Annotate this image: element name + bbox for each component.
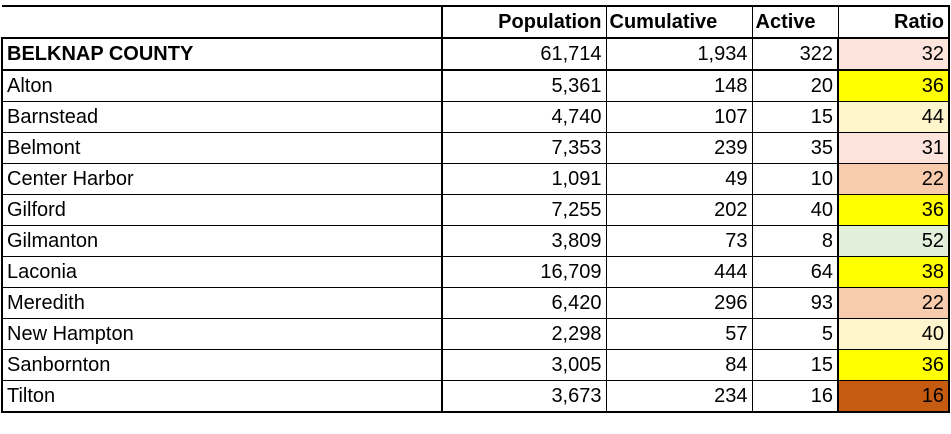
- town-population: 3,809: [442, 226, 606, 257]
- table-row: [2, 133, 949, 164]
- town-active: 15: [752, 102, 838, 133]
- town-active: 20: [752, 70, 838, 102]
- county-cumulative: 1,934: [606, 38, 752, 70]
- town-ratio: 38: [838, 257, 949, 288]
- town-cumulative: 49: [606, 164, 752, 195]
- town-cumulative: 84: [606, 350, 752, 381]
- town-name: Tilton: [2, 381, 442, 413]
- town-population: 4,740: [442, 102, 606, 133]
- table-row: [2, 226, 949, 257]
- town-name: Sanbornton: [2, 350, 442, 381]
- town-active: 35: [752, 133, 838, 164]
- town-ratio: 36: [838, 70, 949, 102]
- town-active: 10: [752, 164, 838, 195]
- town-name: Barnstead: [2, 102, 442, 133]
- county-population: 61,714: [442, 38, 606, 70]
- town-ratio: 16: [838, 381, 949, 413]
- table-row: [2, 288, 949, 319]
- town-name: Laconia: [2, 257, 442, 288]
- town-ratio: 36: [838, 350, 949, 381]
- town-population: 5,361: [442, 70, 606, 102]
- county-row: [2, 38, 949, 70]
- town-active: 8: [752, 226, 838, 257]
- town-population: 2,298: [442, 319, 606, 350]
- town-population: 1,091: [442, 164, 606, 195]
- town-name: Alton: [2, 70, 442, 102]
- table-row: [2, 381, 949, 413]
- town-cumulative: 202: [606, 195, 752, 226]
- table-row: [2, 164, 949, 195]
- town-name: Center Harbor: [2, 164, 442, 195]
- town-active: 64: [752, 257, 838, 288]
- table-row: [2, 350, 949, 381]
- town-cumulative: 107: [606, 102, 752, 133]
- county-active: 322: [752, 38, 838, 70]
- table-row: [2, 257, 949, 288]
- covid-town-table: [1, 5, 950, 413]
- town-ratio: 52: [838, 226, 949, 257]
- header-corner: [2, 6, 442, 38]
- table-row: [2, 195, 949, 226]
- town-name: Belmont: [2, 133, 442, 164]
- town-name: Gilmanton: [2, 226, 442, 257]
- header-active: Active: [752, 6, 838, 38]
- town-population: 3,005: [442, 350, 606, 381]
- town-population: 16,709: [442, 257, 606, 288]
- header-row: [2, 6, 949, 38]
- town-population: 3,673: [442, 381, 606, 413]
- header-ratio: Ratio: [838, 6, 949, 38]
- town-population: 6,420: [442, 288, 606, 319]
- town-cumulative: 148: [606, 70, 752, 102]
- town-ratio: 31: [838, 133, 949, 164]
- town-ratio: 22: [838, 164, 949, 195]
- town-name: Gilford: [2, 195, 442, 226]
- town-population: 7,353: [442, 133, 606, 164]
- town-cumulative: 73: [606, 226, 752, 257]
- header-population: Population: [442, 6, 606, 38]
- town-active: 16: [752, 381, 838, 413]
- table-row: [2, 102, 949, 133]
- town-active: 93: [752, 288, 838, 319]
- town-cumulative: 239: [606, 133, 752, 164]
- town-active: 40: [752, 195, 838, 226]
- county-ratio: 32: [838, 38, 949, 70]
- town-cumulative: 57: [606, 319, 752, 350]
- town-cumulative: 296: [606, 288, 752, 319]
- town-cumulative: 444: [606, 257, 752, 288]
- table-row: [2, 319, 949, 350]
- town-active: 5: [752, 319, 838, 350]
- county-name: BELKNAP COUNTY: [2, 38, 442, 70]
- town-ratio: 22: [838, 288, 949, 319]
- town-ratio: 40: [838, 319, 949, 350]
- header-cumulative: Cumulative: [606, 6, 752, 38]
- table-row: [2, 70, 949, 102]
- town-ratio: 44: [838, 102, 949, 133]
- town-cumulative: 234: [606, 381, 752, 413]
- town-active: 15: [752, 350, 838, 381]
- town-name: New Hampton: [2, 319, 442, 350]
- town-name: Meredith: [2, 288, 442, 319]
- town-ratio: 36: [838, 195, 949, 226]
- town-population: 7,255: [442, 195, 606, 226]
